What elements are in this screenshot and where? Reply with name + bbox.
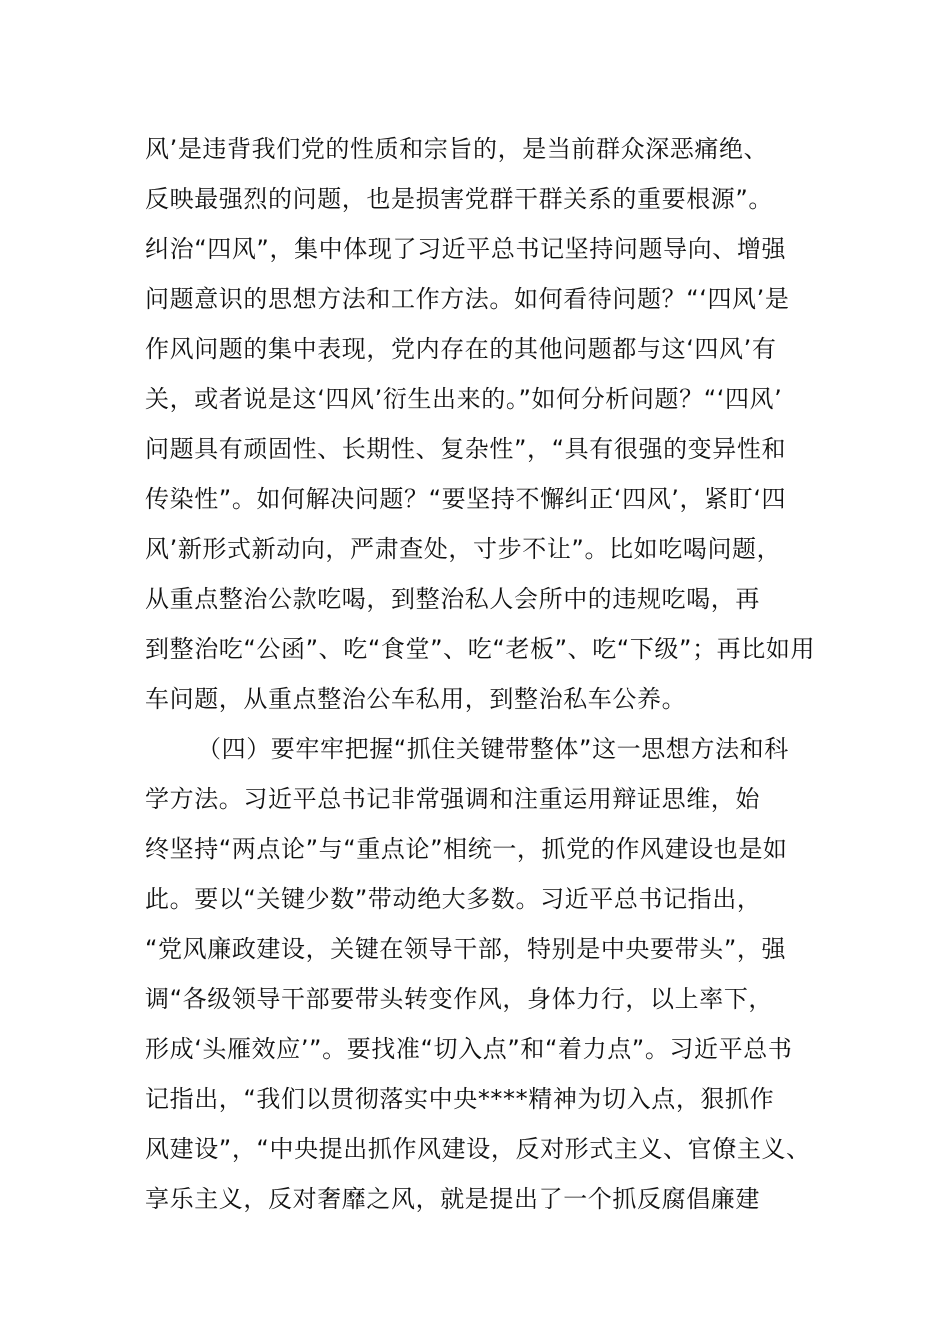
- text-line: 风建设”，“中央提出抓作风建设，反对形式主义、官僚主义、: [145, 1135, 811, 1163]
- text-line: 终坚持“两点论”与“重点论”相统一，抓党的作风建设也是如: [145, 835, 788, 863]
- text-line: 调“各级领导干部要带头转变作风，身体力行，以上率下，: [145, 985, 774, 1013]
- text-line: 此。要以“关键少数”带动绝大多数。习近平总书记指出，: [145, 885, 762, 913]
- text-line: 记指出，“我们以贯彻落实中央****精神为切入点，狠抓作: [145, 1085, 775, 1113]
- text-line: 纠治“四风”，集中体现了习近平总书记坚持问题导向、增强: [145, 235, 787, 263]
- text-line: 问题具有顽固性、长期性、复杂性”，“具有很强的变异性和: [145, 435, 787, 463]
- text-line: 学方法。习近平总书记非常强调和注重运用辩证思维，始: [145, 785, 760, 813]
- text-line: 到整治吃“公函”、吃“食堂”、吃“老板”、吃“下级”；再比如用: [145, 635, 816, 663]
- text-line: 问题意识的思想方法和工作方法。如何看待问题？“‘四风’是: [145, 285, 790, 313]
- text-line: 传染性”。如何解决问题？“要坚持不懈纠正‘四风’，紧盯‘四: [145, 485, 787, 513]
- section-heading-line: （四）要牢牢把握“抓住关键带整体”这一思想方法和科: [197, 735, 789, 763]
- text-line: “党风廉政建设，关键在领导干部，特别是中央要带头”，强: [145, 935, 787, 963]
- body-text: [145, 124, 825, 1224]
- text-line: 反映最强烈的问题，也是损害党群干群关系的重要根源”。: [145, 185, 774, 213]
- text-line: 形成‘头雁效应’”。要找准“切入点”和“着力点”。习近平总书: [145, 1035, 793, 1063]
- text-line: 关，或者说是这‘四风’衍生出来的。”如何分析问题？“‘四风’: [145, 385, 783, 413]
- text-line: 风’新形式新动向，严肃查处，寸步不让”。比如吃喝问题，: [145, 535, 782, 563]
- text-line: 作风问题的集中表现，党内存在的其他问题都与这‘四风’有: [145, 335, 777, 363]
- text-line: 车问题，从重点整治公车私用，到整治私车公养。: [145, 685, 687, 713]
- text-line: 享乐主义，反对奢靡之风，就是提出了一个抓反腐倡廉建: [145, 1185, 760, 1213]
- text-line: 从重点整治公款吃喝，到整治私人会所中的违规吃喝，再: [145, 585, 760, 613]
- text-line: 风’是违背我们党的性质和宗旨的，是当前群众深恶痛绝、: [145, 135, 769, 163]
